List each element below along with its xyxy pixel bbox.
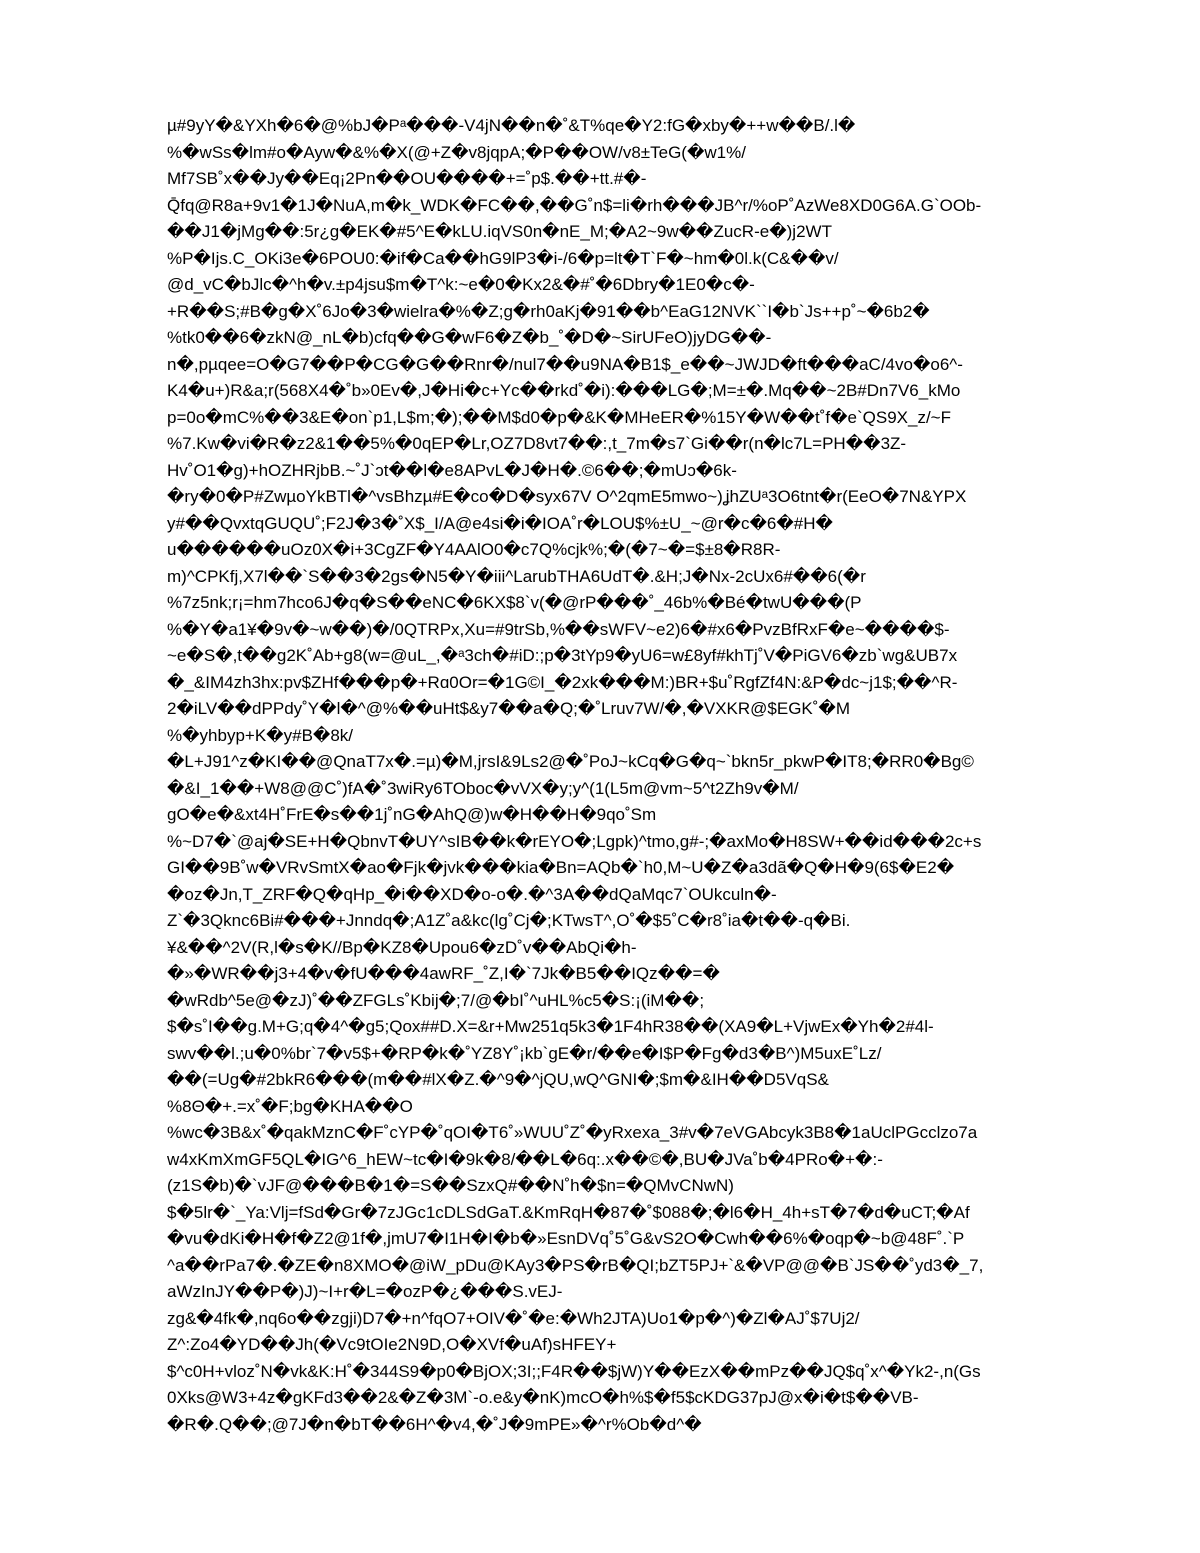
- text-line: %P�Ijs.C_OKi3e�6POU0:�if�Ca��hG9lP3�i-/6�p=lt�T`F�~hm�0l.k(C&��v/: [167, 248, 839, 268]
- text-line: n�,pµqee=O�G7��P�CG�G��Rnr�/nul7��u9NA�B1$_e��~JWJD�ft���aC/4vo�o6^-: [167, 354, 963, 374]
- text-line: $�5lr�`_Ya:Vlj=fSd�Gr�7zJGc1cDLSdGaT.&KmRqH�87�˚$088�;�l6�H_4h+sT�7�d�uCT;�Af: [167, 1202, 970, 1222]
- document-body-text: [167, 113, 1127, 1438]
- text-line: µ#9yY�&YXh�6�@%bJ�Pᵃ���-V4jN��n�˚&T%qe�Y2:fG�xby�++w��B/.l�: [167, 116, 856, 135]
- text-line: %8Θ�+.=x˚�F;bg�KHA��O: [167, 1096, 413, 1116]
- text-line: %tk0��6�zkN@_nL�b)cfq��G�wF6�Z�b_˚�D�~SirUFeO)jyDG��-: [167, 328, 772, 347]
- text-line: p=0o�mC%��3&E�on`p1,L$m;�);��M$d0�p�&K�MHeER�%15Y�W��t˚f�e`QS9X_z/~F: [167, 407, 951, 427]
- text-line: �oz�Jn,T_ZRF�Q�qHp_�i��XD�o-o�.�^3A��dQaMqc7`OUkculn�-: [167, 884, 777, 904]
- text-line: %7.Kw�vi�R�z2&1��5%�0qEP�Lr,OZ7D8vt7��:,t_7m�s7`Gi��r(n�lc7L=PH��3Z-: [167, 434, 907, 453]
- text-line: Z^:Zo4�YD��Jh(�Vc9tOIe2N9D,O�XVf�uAf)sHFEY+: [167, 1335, 617, 1354]
- text-line: �L+J91^z�KI��@QnaT7x�.=µ)�M,jrsI&9Ls2@�˚PoJ~kCq�G�q~`bkn5r_pkwP�IT8;�RR0�Bg©: [167, 752, 974, 771]
- text-line: ^a��rPa7�.�ZE�n8XMO�@iW_pDu@KAy3�PS�rB�QI;bZT5PJ+`&�VP@@�B`JS��˚yd3�_7,: [167, 1255, 984, 1275]
- text-line: w4xKmXmGF5QL�IG^6_hEW~tc�I�9k�8/��L�6q:.x��©�,BU�JVa˚b�4PRo�+�:-: [167, 1149, 883, 1169]
- text-line: %7z5nk;r¡=hm7hco6J�q�S��eNC�6KX$8`v(�@rP���˚_46b%�Bé�twU���(P: [167, 593, 862, 612]
- text-line: �ry�0�P#ZwµoYkBTl�^vsBhzµ#E�co�D�syx67V O^2qmE5mwo~)ʝhZUᵃ3O6tnt�r(EeO�7N&YPX: [167, 487, 967, 506]
- text-line: %wc�3B&x˚�qakMznC�F˚cYP�˚qOI�T6˚»WUU˚Z˚�yRxexa_3#v�7eVGAbcyk3B8�1aUclPGcclzo7a: [167, 1123, 978, 1142]
- text-line: aWzInJY��P�)J)~I+r�L=�ozP�¿���S.vEJ-: [167, 1282, 563, 1301]
- text-line: Z`�3Qknc6Bi#���+Jnndq�;A1Z˚a&kc(lg˚Cj�;KTwsT^,O˚�$5˚C�r8˚ia�t��-q�Bi.: [167, 911, 851, 930]
- text-line: zg&�4fk�,nq6o��zgji)D7�+n^fqO7+OIV�˚�e:�Wh2JTA)Uo1�p�^)�Zl�AJ˚$7Uj2/: [167, 1308, 860, 1328]
- text-line: 2�iLV��dPPdy˚Y�l�^@%��uHt$&y7��a�Q;�˚Lruv7W/�,�VXKR@$EGK˚�M: [167, 699, 851, 718]
- text-line: ��(=Ug�#2bkR6���(m��#lX�Z.�^9�^jQU,wQ^GNI�;$m�&IH��D5VqS&: [167, 1070, 829, 1089]
- text-line: $^c0H+vloz˚N�vk&K:H˚�344S9�p0�BjOX;3I;;F4R��$jW)Y��EzX��mPz��JQ$q˚x^�Yk2-,n(Gs: [167, 1361, 981, 1381]
- text-line: �&I_1��+W8@@C˚)fA�˚3wiRy6TOboc�vVX�y;y^(1(L5m@vm~5^t2Zh9v�M/: [167, 778, 799, 798]
- text-line: �wRdb^5e@�zJ)˚��ZFGLs˚Kbij�;7/@�bI˚^uHL%c5�S:¡(iM��;: [167, 990, 705, 1010]
- text-line: u������uOz0X�i+3CgZF�Y4AAlO0�c7Q%cjk%;�(�7~�=$±8�R8R-: [167, 540, 781, 559]
- text-line: gO�e�&xt4H˚FrE�s��1j˚nG�AhQ@)w�H��H�9qo˚Sm: [167, 805, 657, 824]
- text-line: GI��9B˚w�VRvSmtX�ao�Fjk�jvk���kia�Bn=AQb�`h0,M~U�Z�a3dã�Q�H�9(6$�E2�: [167, 858, 955, 877]
- text-line: Q̄fq@R8a+9v1�1J�NuA,m�k_WDK�FC��,��G˚n$=li�rh���JB^r/%oP˚AzWe8XD0G6A.G`OOb-: [167, 195, 982, 215]
- text-line: �vu�dKi�H�f�Z2@1f�,jmU7�I1H�I�b�»EsnDVq˚5˚G&vS2O�Cwh��6%�oqp�~b@48F˚.`P: [167, 1229, 965, 1248]
- text-line: %�Y�a1¥�9v�~w��)�/0QTRPx,Xu=#9trSb,%��sWFV~e2)6�#x6�PvzBfRxF�e~����$-: [167, 619, 950, 639]
- text-line: swv��l.;u�0%br`7�v5$+�RP�k�˚YZ8Y˚¡kb`gE�r/��e�I$P�Fg�d3�B^)M5uxE˚Lz/: [167, 1043, 882, 1063]
- text-line: @d_vC�bJlc�^h�v.±p4jsu$m�T^k:~e�0�Kx2&�#˚�6Dbry�1E0�c�-: [167, 275, 755, 294]
- text-line: %~D7�`@aj�SE+H�QbnvT�UY^sIB��k�rEYO�;Lgpk)^tmo,g#-;�axMo�H8SW+��id���2c+s: [167, 831, 982, 851]
- text-line: ~e�S�,t��g2K˚Ab+g8(w=@uL_,�ᵃ3ch�#iD:;p�3tYp9�yU6=w£8yf#khTj˚V�PiGV6�zb`wg&UB7x: [167, 646, 958, 665]
- text-line: �R�.Q��;@7J�n�bT��6H^�v4,�˚J�9mPE»�^r%Ob�d^�: [167, 1414, 702, 1434]
- text-line: +R��S;#B�g�X˚6Jo�3�wielra�%�Z;g�rh0aKj�91��b^EaG12NVK``I�b`Js++p˚~�6b2�: [167, 301, 930, 321]
- text-line: �_&IM4zh3hx:pv$ZHf���p�+Rɑ0Or=�1G©I_�2xk���M:)BR+$u˚RgfZf4N:&P�dc~j1$;��^R-: [167, 672, 958, 692]
- text-line: y#��QvxtqGUQU˚;F2J�3�˚X$_I/A@e4si�i�IOA˚r�LOU$%±U_~@r�c�6�#H�: [167, 513, 833, 533]
- text-line: Mf7SB˚x��Jy��Eq¡2Pn��OU����+=˚p$.��+tt.#�-: [167, 169, 647, 188]
- text-line: ��J1�jMg��:5r¿g�EK�#5^E�kLU.iqVS0n�nE_M;�A2~9w��ZucR-e�)j2WT: [167, 222, 832, 241]
- text-line: �»�WR��j3+4�v�fU���4awRF_˚Z,I�`7Jk�B5��IQz��=�: [167, 964, 720, 983]
- text-line: %�wSs�lm#o�Ayw�&%�X(@+Z�v8jqpA;�P��OW/v8±TeG(�w1%/: [167, 142, 746, 162]
- text-line: ¥&��^2V(R,l�s�K//Bp�KZ8�Upou6�zD˚v��AbQi�h-: [167, 937, 637, 957]
- text-line: K4�u+)R&a;r(568X4�˚b»0Ev�,J�Hi�c+Yc��rkd˚�i):���LG�;M=±�.Mq��~2B#Dn7V6_kMo: [167, 381, 961, 400]
- text-line: 0Xks@W3+4z�gKFd3��2&�Z�3M`-o.e&y�nK)mcO�h%$�f5$cKDG37pJ@x�i�t$��VB-: [167, 1388, 919, 1407]
- text-line: Hv˚O1�g)+hOZHRjbB.~˚J`ɔt��l�e8APvL�J�H�.©6��;�mUɔ�6k-: [167, 460, 737, 480]
- text-line: (z1S�b)�`vJF@���B�1�=S��SzxQ#��N˚h�$n=�QMvCNwN): [167, 1176, 734, 1195]
- text-line: $�s˚I��g.M+G;q�4^�g5;Qox##D.X=&r+Mw251q5k3�1F4hR38��(XA9�L+VjwEx�Yh�2#4l-: [167, 1017, 934, 1036]
- text-line: %�yhbyp+K�y#B�8k/: [167, 725, 354, 745]
- text-line: m)^CPKfj,X7l��`S��3�2gs�N5�Y�iii^LarubTHA6UdT�.&H;J�Nx-2cUx6#��6(�r: [167, 566, 866, 586]
